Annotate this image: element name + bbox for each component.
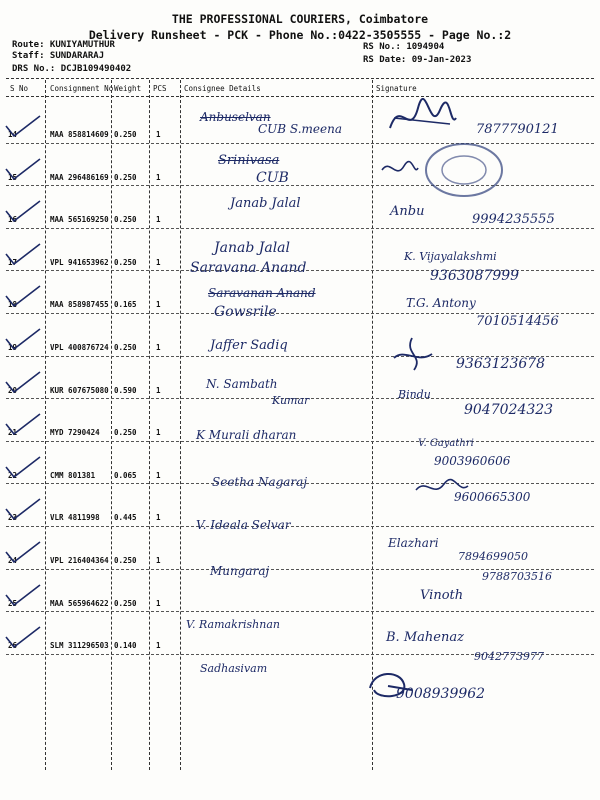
route-label: Route: KUNIYAMUTHUR xyxy=(12,40,115,50)
row-divider xyxy=(6,526,594,527)
hw-signature: Elazhari xyxy=(388,536,439,550)
drs-label: DRS No.: DCJB109490402 xyxy=(12,64,132,74)
row-weight: 0.250 xyxy=(114,215,137,225)
hw-consignee-name: Janab Jalal xyxy=(230,196,301,211)
staff-label: Staff: SUNDARARAJ xyxy=(12,51,105,61)
delivered-check-icon xyxy=(4,583,42,609)
row-pcs: 1 xyxy=(156,641,161,651)
hw-consignee-name: N. Sambath xyxy=(206,377,278,391)
hw-phone: 9363123678 xyxy=(456,356,546,372)
row-weight: 0.250 xyxy=(114,428,137,438)
row-weight: 0.250 xyxy=(114,343,137,352)
delivered-check-icon xyxy=(4,114,42,140)
hw-signature: Anbu xyxy=(390,204,425,219)
company-stamp xyxy=(420,140,510,202)
row-sno: 26 xyxy=(8,641,18,651)
hw-consignee-name: V. Ramakrishnan xyxy=(186,618,280,631)
rs-date-label: RS Date: 09-Jan-2023 xyxy=(363,55,472,65)
row-weight: 0.250 xyxy=(114,598,137,608)
row-consignment-no: MYD 7290424 xyxy=(50,428,100,438)
col-weight-header: Weight xyxy=(114,84,142,93)
row-sno: 19 xyxy=(8,343,18,352)
hw-phone: 9363087999 xyxy=(430,268,520,284)
row-pcs: 1 xyxy=(156,556,161,565)
hw-consignee-name: K Murali dharan xyxy=(196,428,297,442)
hw-consignee-name: CUB xyxy=(256,170,289,186)
hw-phone: 7010514456 xyxy=(476,314,559,329)
delivered-check-icon xyxy=(4,199,42,225)
hw-consignee-name: Gowsrile xyxy=(214,304,277,320)
hw-phone: 9994235555 xyxy=(472,212,555,227)
row-consignment-no: VPL 941653962 xyxy=(50,257,109,267)
rs-no-label: RS No.: 1094904 xyxy=(363,42,445,52)
hw-signature: T.G. Antony xyxy=(406,296,476,310)
signature-scribble xyxy=(378,156,422,184)
delivered-check-icon xyxy=(4,284,42,310)
row-weight: 0.140 xyxy=(114,641,137,651)
delivered-check-icon xyxy=(4,497,42,523)
signature-scribble xyxy=(384,334,440,376)
hw-consignee-strike: Anbuselvan xyxy=(200,110,271,124)
row-weight: 0.445 xyxy=(114,513,137,523)
row-pcs: 1 xyxy=(156,300,161,310)
signature-scribble xyxy=(380,98,460,144)
hw-phone: 9008939962 xyxy=(396,686,486,702)
row-sno: 20 xyxy=(8,385,18,395)
row-sno: 15 xyxy=(8,172,18,182)
hw-consignee-name: Janab Jalal xyxy=(214,240,290,256)
row-sno: 22 xyxy=(8,470,18,480)
row-sno: 18 xyxy=(8,300,18,310)
hw-consignee-name: Saravana Anand xyxy=(190,260,307,276)
delivered-check-icon xyxy=(4,242,42,268)
delivered-check-icon xyxy=(4,540,42,566)
col-signature-header: Signature xyxy=(376,84,417,93)
company-title: THE PROFESSIONAL COURIERS, Coimbatore xyxy=(171,12,429,26)
hw-phone: 7877790121 xyxy=(476,122,559,137)
delivered-check-icon xyxy=(4,625,42,651)
hw-phone: 9047024323 xyxy=(464,402,554,418)
row-pcs: 1 xyxy=(156,215,161,225)
row-sno: 24 xyxy=(8,556,18,565)
hw-phone: 7894699050 xyxy=(458,550,528,563)
hw-signature: B. Mahenaz xyxy=(386,630,464,645)
row-consignment-no: KUR 607675080 xyxy=(50,385,109,395)
col-pcs-header: PCS xyxy=(153,84,167,93)
hw-consignee-name: Seetha Nagaraj xyxy=(212,475,308,489)
row-pcs: 1 xyxy=(156,428,161,438)
row-divider xyxy=(6,228,594,229)
row-sno: 16 xyxy=(8,215,18,225)
row-sno: 23 xyxy=(8,513,18,523)
row-consignment-no: SLM 311296503 xyxy=(50,641,109,651)
row-weight: 0.165 xyxy=(114,300,137,310)
row-consignment-no: MAA 296486169 xyxy=(50,172,109,182)
row-pcs: 1 xyxy=(156,343,161,352)
row-weight: 0.250 xyxy=(114,556,137,565)
hw-signature: K. Vijayalakshmi xyxy=(404,250,497,263)
col-divider xyxy=(45,80,46,770)
row-weight: 0.065 xyxy=(114,470,137,480)
row-pcs: 1 xyxy=(156,470,161,480)
col-divider xyxy=(180,80,181,770)
row-consignment-no: MAA 858814609 xyxy=(50,130,109,139)
hw-consignee-strike: Srinivasa xyxy=(218,153,280,168)
row-pcs: 1 xyxy=(156,172,161,182)
hw-signature: Bindu xyxy=(398,388,431,401)
row-divider xyxy=(6,441,594,442)
row-pcs: 1 xyxy=(156,598,161,608)
hw-signature: V. Gayathri xyxy=(418,438,474,449)
hw-phone: 9600665300 xyxy=(454,490,531,504)
row-divider xyxy=(6,611,594,612)
delivered-check-icon xyxy=(4,157,42,183)
row-consignment-no: MAA 565169250 xyxy=(50,215,109,225)
row-pcs: 1 xyxy=(156,513,161,523)
row-consignment-no: VLR 4811998 xyxy=(50,513,100,523)
hw-phone: 9788703516 xyxy=(482,570,552,583)
col-consignee-header: Consignee Details xyxy=(184,84,261,93)
hw-consignee-name: Sadhasivam xyxy=(200,662,268,675)
delivered-check-icon xyxy=(4,455,42,481)
row-consignment-no: CMM 801381 xyxy=(50,470,96,480)
col-divider xyxy=(372,80,373,770)
hw-phone: 9042773977 xyxy=(474,650,544,663)
row-consignment-no: MAA 858987455 xyxy=(50,300,109,310)
row-pcs: 1 xyxy=(156,130,161,139)
hw-consignee-name: Kumar xyxy=(272,394,310,407)
row-consignment-no: VPL 216404364 xyxy=(50,556,109,565)
row-sno: 21 xyxy=(8,428,18,438)
hw-consignee-name: Mungaraj xyxy=(210,564,270,578)
row-weight: 0.250 xyxy=(114,257,137,267)
hw-consignee-name: V. Ideala Selvar xyxy=(196,518,291,532)
row-consignment-no: VPL 400876724 xyxy=(50,343,109,352)
hw-consignee-name: CUB S.meena xyxy=(258,122,342,136)
row-pcs: 1 xyxy=(156,257,161,267)
row-consignment-no: MAA 565964622 xyxy=(50,598,109,608)
hw-phone: 9003960606 xyxy=(434,454,511,468)
hw-consignee-strike: Saravanan Anand xyxy=(208,286,316,300)
row-weight: 0.590 xyxy=(114,385,137,395)
delivered-check-icon xyxy=(4,412,42,438)
row-sno: 14 xyxy=(8,130,18,139)
row-weight: 0.250 xyxy=(114,172,137,182)
row-sno: 17 xyxy=(8,257,18,267)
runsheet-title: Delivery Runsheet - PCK - Phone No.:0422-3505555 - Page No.:2 xyxy=(88,28,512,42)
col-divider xyxy=(149,80,150,770)
header-bottom-rule xyxy=(6,96,594,97)
delivered-check-icon xyxy=(4,370,42,396)
hw-consignee-name: Jaffer Sadiq xyxy=(210,338,288,353)
col-consignment-header: Consignment No xyxy=(50,84,114,93)
row-pcs: 1 xyxy=(156,385,161,395)
header-top-rule xyxy=(6,78,594,79)
row-sno: 25 xyxy=(8,598,18,608)
col-sno-header: S No xyxy=(10,84,29,93)
row-weight: 0.250 xyxy=(114,130,137,139)
delivered-check-icon xyxy=(4,327,42,353)
col-divider xyxy=(111,80,112,770)
hw-signature: Vinoth xyxy=(420,588,464,603)
